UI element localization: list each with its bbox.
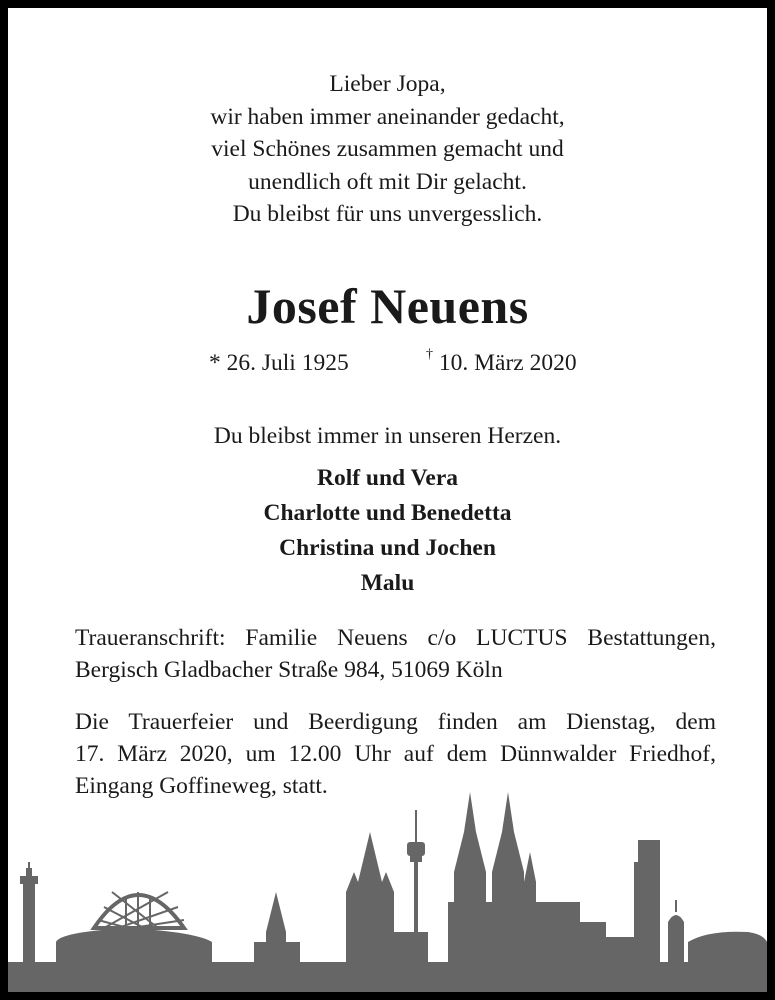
- birth-date-group: [209, 350, 349, 377]
- ceremony-line: Die Trauerfeier und Beerdigung finden am Dienstag, dem: [75, 709, 716, 735]
- poem-line: Lieber Jopa,: [329, 71, 446, 97]
- ceremony-info: [75, 706, 716, 802]
- ceremony-line: Eingang Goffineweg, statt.: [75, 773, 328, 799]
- death-date-group: [426, 347, 577, 377]
- death-symbol: †: [426, 347, 433, 363]
- address-line: Bergisch Gladbacher Straße 984, 51069 Köln: [75, 657, 503, 683]
- address-line: Traueranschrift: Familie Neuens c/o LUCTUS Bestattungen,: [75, 625, 716, 651]
- family-member: Rolf und Vera: [316, 465, 459, 491]
- deceased-name: Josef Neuens: [246, 278, 529, 334]
- family-list: [8, 461, 767, 601]
- poem-line: unendlich oft mit Dir gelacht.: [248, 168, 527, 195]
- heart-line: Du bleibst immer in unseren Herzen.: [213, 423, 562, 449]
- poem-line: wir haben immer aneinander gedacht,: [210, 103, 565, 130]
- cologne-skyline-illustration: [8, 792, 767, 992]
- poem-line: Du bleibst für uns unvergesslich.: [232, 201, 543, 227]
- mourning-address: [75, 622, 716, 686]
- family-member: Charlotte und Benedetta: [263, 500, 512, 526]
- family-member: Christina und Jochen: [279, 535, 496, 561]
- birth-symbol: *: [209, 350, 221, 376]
- family-member: Malu: [360, 570, 415, 596]
- poem-line: viel Schönes zusammen gemacht und: [211, 136, 564, 162]
- birth-date: 26. Juli 1925: [226, 350, 349, 376]
- death-date: 10. März 2020: [438, 350, 577, 376]
- life-dates: [8, 347, 767, 384]
- ceremony-line: 17. März 2020, um 12.00 Uhr auf dem Dünnwalder Friedhof,: [75, 741, 716, 767]
- poem: [8, 68, 767, 231]
